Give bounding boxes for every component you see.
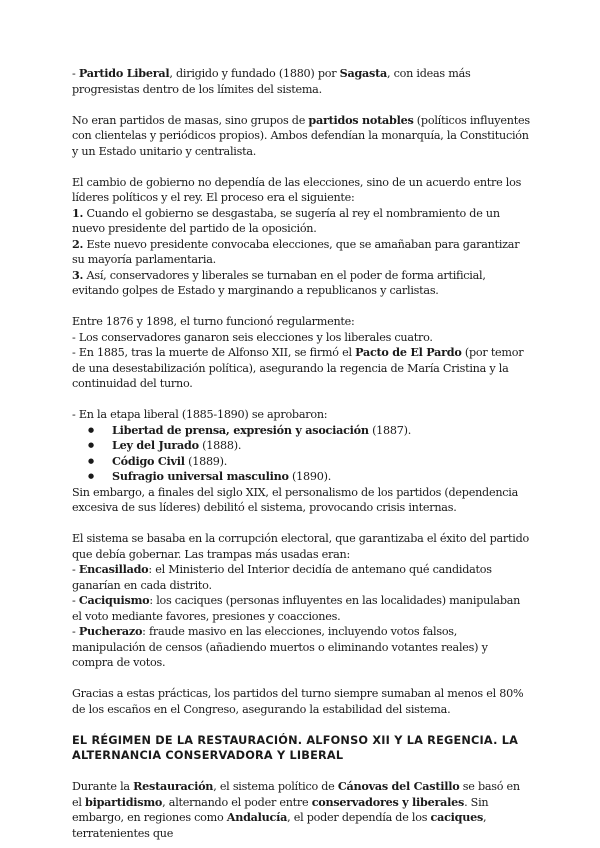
list-line	[72, 345, 532, 392]
step-item	[72, 206, 532, 237]
bold-term: Partido Liberal	[78, 66, 170, 80]
bold-term: bipartidismo	[85, 794, 163, 809]
bold-term: Andalucía	[226, 810, 288, 824]
text: , dirigido y fundado (1880) por	[169, 67, 340, 80]
step-number: 3.	[72, 267, 84, 282]
text: : el Ministerio del Interior decidía de antemano qué candidatos ganarían en cada distrito.	[72, 563, 492, 592]
text: . Sin embargo, en regiones como	[72, 795, 489, 824]
bold-term: Código Civil	[112, 453, 185, 468]
bold-term: Encasillado	[78, 562, 149, 576]
bold-term: Pucherazo	[78, 624, 143, 638]
paragraph-gracias: Gracias a estas prácticas, los partidos del turno siempre sumaban al menos el 80% de los escaños en el Congreso, asegurando la estabilidad del sistema.	[72, 687, 524, 716]
text: , el sistema político de	[213, 780, 338, 793]
text: - En 1885, tras la muerte de Alfonso XII, se firmó el	[72, 346, 356, 359]
paragraph-partidos-notables	[72, 113, 532, 160]
text: No eran partidos de masas, sino grupos de	[72, 113, 309, 127]
bold-term: Caciquismo	[78, 593, 150, 607]
paragraph-turno	[72, 314, 532, 392]
text: , alternando el poder entre	[162, 795, 312, 809]
paragraph-intro: El sistema se basaba en la corrupción electoral, que garantizaba el éxito del partido que debía gobernar. Las trampas más usadas eran:	[72, 532, 529, 561]
bold-term: Cánovas del Castillo	[337, 779, 460, 793]
list-item	[72, 438, 532, 454]
text: -	[72, 625, 79, 638]
list-item	[72, 469, 532, 485]
paragraph-intro: Entre 1876 y 1898, el turno funcionó regularmente:	[72, 315, 355, 328]
bold-term: Restauración	[133, 779, 214, 793]
list-line: - Los conservadores ganaron seis elecciones y los liberales cuatro.	[72, 330, 433, 344]
bold-term: Sagasta	[339, 66, 388, 80]
bold-term: caciques	[430, 810, 484, 824]
step-item	[72, 268, 532, 299]
list-line	[72, 562, 532, 593]
reforms-list	[72, 423, 532, 485]
text: , el poder dependía de los	[287, 811, 431, 824]
text: (por temor de una desestabilización política), asegurando la regencia de María Cristina y la continuidad del turno.	[72, 346, 524, 390]
step-number: 1.	[72, 205, 84, 220]
step-item	[72, 237, 532, 268]
paragraph-intro: El cambio de gobierno no dependía de las elecciones, sino de un acuerdo entre los líderes políticos y el rey. El proceso era el siguiente:	[72, 175, 522, 204]
step-text: Este nuevo presidente convocaba elecciones, que se amañaban para garantizar su mayoría parlamentaria.	[72, 237, 520, 266]
section-heading: EL RÉGIMEN DE LA RESTAURACIÓN. ALFONSO XII Y LA REGENCIA. LA ALTERNANCIA CONSERVADORA Y LIBERAL	[72, 733, 519, 762]
paragraph-cambio-gobierno	[72, 175, 532, 299]
paragraph-corrupcion	[72, 531, 532, 671]
step-number: 2.	[72, 236, 84, 251]
text: , terratenientes que	[72, 811, 487, 840]
text: : fraude masivo en las elecciones, incluyendo votos falsos, manipulación de censos (añadiendo muertos o eliminando votantes reales) y compra de votos.	[72, 625, 488, 669]
text: (políticos influyentes con clientelas y periódicos propios). Ambos defendían la monarquía, la Constitución y un Estado unitario y centralista.	[72, 113, 530, 158]
text: (1888).	[198, 439, 242, 452]
list-item	[72, 423, 532, 439]
bold-term: conservadores y liberales	[311, 794, 465, 809]
text: Durante la	[72, 780, 134, 793]
bold-term: Ley del Jurado	[112, 438, 199, 452]
step-text: Cuando el gobierno se desgastaba, se sugería al rey el nombramiento de un nuevo presidente del partido de la oposición.	[72, 206, 500, 235]
paragraph-text: Sin embargo, a finales del siglo XIX, el personalismo de los partidos (dependencia excesiva de sus líderes) debilitó el sistema, provocando crisis internas.	[72, 485, 519, 514]
text: , con ideas más progresistas dentro de los límites del sistema.	[72, 67, 471, 96]
document-page	[72, 66, 532, 841]
bold-term: Libertad de prensa, expresión y asociación	[112, 422, 369, 437]
list-line	[72, 624, 532, 671]
paragraph-restauracion	[72, 779, 532, 841]
text: -	[72, 594, 79, 607]
bold-term: partidos notables	[308, 112, 414, 127]
bold-term: Pacto de El Pardo	[355, 345, 462, 359]
text: (1889).	[184, 454, 228, 468]
text: : los caciques (personas influyentes en las localidades) manipulaban el voto mediante favores, presiones y coacciones.	[72, 594, 521, 623]
list-line	[72, 593, 532, 624]
text: -	[72, 67, 79, 80]
text: (1890).	[288, 470, 332, 483]
list-item	[72, 454, 532, 470]
bold-term: Sufragio universal masculino	[112, 469, 289, 483]
text: (1887).	[368, 423, 412, 437]
paragraph-etapa-liberal	[72, 407, 532, 516]
text: se basó en el	[72, 780, 520, 809]
text: -	[72, 563, 79, 576]
step-text: Así, conservadores y liberales se turnaban en el poder de forma artificial, evitando golpes de Estado y marginando a republicanos y carlistas.	[72, 268, 486, 297]
paragraph-intro: - En la etapa liberal (1885-1890) se aprobaron:	[72, 408, 328, 421]
paragraph-partido-liberal	[72, 66, 532, 97]
